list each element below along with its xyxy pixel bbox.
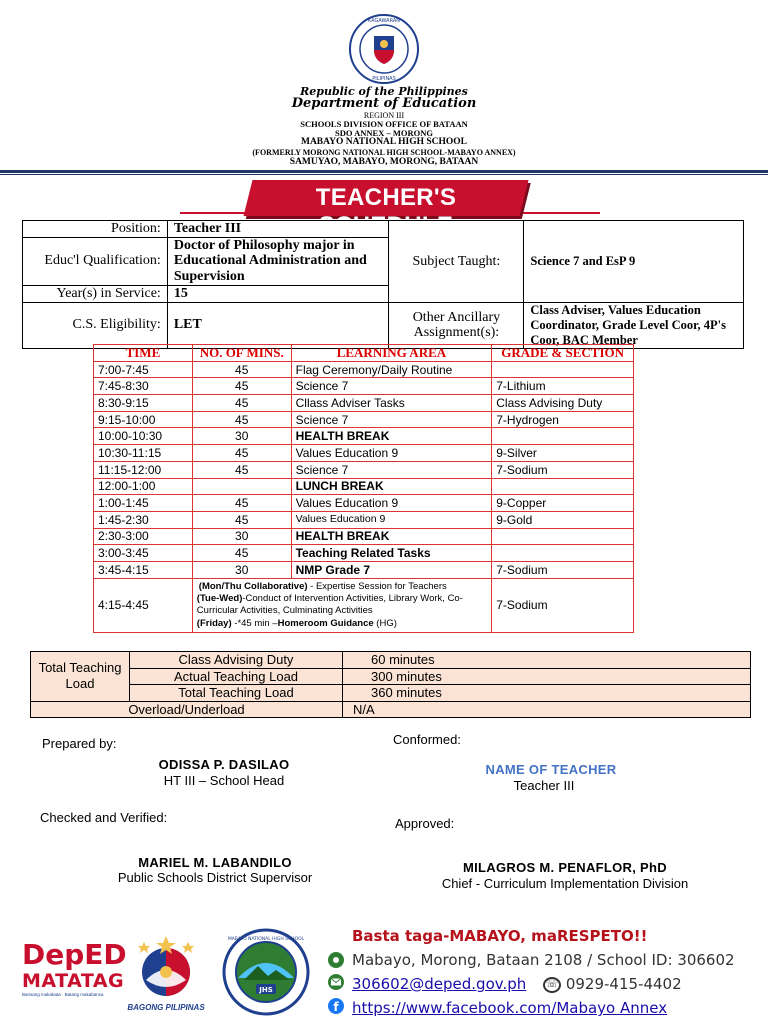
area-cell: Teaching Related Tasks: [291, 545, 492, 562]
facebook-icon: [328, 998, 344, 1014]
deped-wordmark: DepED: [22, 938, 127, 971]
approved-name: MILAGROS M. PENAFLOR, PhD: [463, 860, 667, 875]
svg-text:MABAYO NATIONAL HIGH SCHOOL: MABAYO NATIONAL HIGH SCHOOL: [227, 937, 305, 942]
mins-cell: 45: [192, 445, 291, 462]
time-cell: 1:00-1:45: [94, 495, 193, 512]
contact-icons: [326, 924, 348, 1024]
teacher-info-table: [22, 220, 744, 349]
load-value-2: 360 minutes: [343, 685, 751, 702]
grade-cell: [492, 361, 634, 378]
mins-cell: 45: [192, 461, 291, 478]
load-label-2: Total Teaching Load: [130, 685, 343, 702]
address-line: SAMUYAO, MABAYO, MORONG, BATAAN: [289, 157, 479, 167]
formerly-line: (FORMERLY MORONG NATIONAL HIGH SCHOOL-MABAYO ANNEX): [252, 148, 516, 157]
grade-cell: 7-Sodium: [492, 461, 634, 478]
load-label-1: Actual Teaching Load: [130, 668, 343, 685]
conformed-label: Conformed:: [393, 732, 461, 747]
time-cell: 1:45-2:30: [94, 511, 193, 528]
col-time: TIME: [94, 345, 193, 362]
email-icon: [328, 974, 344, 990]
time-cell: 11:15-12:00: [94, 461, 193, 478]
time-cell: 9:15-10:00: [94, 411, 193, 428]
schedule-row: [94, 411, 634, 428]
phone-number: 0929-415-4402: [565, 975, 682, 993]
matatag-wordmark: MATATAG: [22, 970, 125, 992]
location-icon: [328, 952, 344, 968]
bagong-pilipinas-emblem-icon: [124, 934, 208, 998]
teaching-load-table: [30, 651, 751, 718]
mins-cell: 30: [192, 528, 291, 545]
footer-contact: [352, 924, 735, 1020]
header-rule-thin: [0, 174, 768, 175]
mins-cell: [192, 478, 291, 495]
area-cell: Science 7: [291, 461, 492, 478]
schedule-row: [94, 461, 634, 478]
ancillary-value: Class Adviser, Values Education Coordinator, Grade Level Coor, 4P's Coor, BAC Member: [524, 302, 744, 348]
grade-cell: 7-Sodium: [492, 561, 634, 578]
school-name: MABAYO NATIONAL HIGH SCHOOL: [300, 137, 467, 147]
deped-seal: [349, 14, 419, 84]
school-address: Mabayo, Morong, Bataan 2108 / School ID: 306602: [352, 951, 735, 969]
mins-cell: 45: [192, 495, 291, 512]
load-value-1: 300 minutes: [343, 668, 751, 685]
slogan: Basta taga-MABAYO, maRESPETO!!: [352, 927, 648, 945]
col-mins: NO. OF MINS.: [192, 345, 291, 362]
load-label-0: Class Advising Duty: [130, 652, 343, 669]
schedule-row: [94, 378, 634, 395]
eligibility-value: LET: [167, 302, 389, 348]
republic-line: Republic of the Philippines: [300, 85, 468, 98]
time-cell: 2:30-3:00: [94, 528, 193, 545]
mins-cell: 45: [192, 545, 291, 562]
schedule-row: [94, 478, 634, 495]
time-cell: 3:45-4:15: [94, 561, 193, 578]
time-cell: 7:45-8:30: [94, 378, 193, 395]
years-value: 15: [167, 285, 389, 302]
bagong-pilipinas-logo: [124, 934, 208, 1014]
last-notes: (Mon/Thu Collaborative) - Expertise Session for Teachers (Tue-Wed)-Conduct of Intervention Activities, Library Work, Co-Curricular Activities, Culminating Activities (Friday) -*45 min –Homeroom Guidance (HG): [192, 578, 491, 632]
schedule-row: [94, 561, 634, 578]
time-cell: 7:00-7:45: [94, 361, 193, 378]
grade-cell: 7-Lithium: [492, 378, 634, 395]
time-cell: 3:00-3:45: [94, 545, 193, 562]
ancillary-label: Other Ancillary Assignment(s):: [389, 302, 524, 348]
position-label: Position:: [23, 221, 168, 238]
header-rule: [0, 170, 768, 173]
svg-text:f: f: [333, 1000, 339, 1014]
grade-cell: 9-Copper: [492, 495, 634, 512]
area-cell: Values Education 9: [291, 511, 492, 528]
time-cell: 10:30-11:15: [94, 445, 193, 462]
area-cell: NMP Grade 7: [291, 561, 492, 578]
col-grade: GRADE & SECTION: [492, 345, 634, 362]
mins-cell: 45: [192, 395, 291, 412]
area-cell: Values Education 9: [291, 495, 492, 512]
annex-line: SDO ANNEX – MORONG: [335, 128, 433, 138]
mins-cell: 45: [192, 411, 291, 428]
grade-cell: [492, 528, 634, 545]
mins-cell: 45: [192, 378, 291, 395]
area-cell: Science 7: [291, 411, 492, 428]
overload-label: Overload/Underload: [31, 701, 343, 718]
checked-label: Checked and Verified:: [40, 810, 168, 825]
division-line: SCHOOLS DIVISION OFFICE OF BATAAN: [300, 119, 468, 129]
checked-name: MARIEL M. LABANDILO: [138, 855, 292, 870]
schedule-row: [94, 511, 634, 528]
time-cell: 8:30-9:15: [94, 395, 193, 412]
mins-cell: 45: [192, 361, 291, 378]
total-load-label: Total Teaching Load: [31, 652, 130, 702]
grade-cell: 9-Gold: [492, 511, 634, 528]
checked-title: Public Schools District Supervisor: [117, 870, 313, 885]
mins-cell: 45: [192, 511, 291, 528]
prepared-title: HT III – School Head: [163, 773, 285, 788]
school-logo: [222, 928, 310, 1016]
bagong-pilipinas-text: BAGONG PILIPINAS: [127, 1003, 205, 1012]
grade-cell: 7-Hydrogen: [492, 411, 634, 428]
approved-title: Chief - Curriculum Implementation Division: [441, 876, 689, 891]
svg-text:KAGAWARAN: KAGAWARAN: [367, 18, 401, 24]
grade-cell: [492, 428, 634, 445]
years-label: Year(s) in Service:: [23, 285, 168, 302]
school-logo-label: JHS: [259, 986, 273, 994]
schedule-row: [94, 495, 634, 512]
subject-label: Subject Taught:: [389, 221, 524, 303]
area-cell: HEALTH BREAK: [291, 528, 492, 545]
grade-cell: [492, 545, 634, 562]
phone-icon: ☏: [543, 977, 561, 993]
subject-value: Science 7 and EsP 9: [524, 221, 744, 303]
schedule-row: [94, 428, 634, 445]
facebook-link[interactable]: https://www.facebook.com/Mabayo Annex: [352, 999, 668, 1017]
conformed-title: Teacher III: [513, 778, 575, 793]
region-line: REGION III: [363, 111, 405, 120]
prepared-label: Prepared by:: [42, 736, 117, 751]
area-cell: HEALTH BREAK: [291, 428, 492, 445]
eligibility-label: C.S. Eligibility:: [23, 302, 168, 348]
area-cell: Science 7: [291, 378, 492, 395]
schedule-row: [94, 545, 634, 562]
grade-cell: Class Advising Duty: [492, 395, 634, 412]
matatag-tagline: Bansang makabata · Batang makabansa: [22, 992, 104, 997]
prepared-name: ODISSA P. DASILAO: [158, 757, 290, 772]
area-cell: Flag Ceremony/Daily Routine: [291, 361, 492, 378]
area-cell: LUNCH BREAK: [291, 478, 492, 495]
position-value: Teacher III: [167, 221, 389, 238]
schedule-row: [94, 361, 634, 378]
education-label: Educ'l Qualification:: [23, 237, 168, 285]
last-grade: 7-Sodium: [492, 578, 634, 632]
last-time: 4:15-4:45: [94, 578, 193, 632]
email-link[interactable]: 306602@deped.gov.ph: [352, 975, 527, 993]
svg-text:PILIPINAS: PILIPINAS: [372, 76, 396, 82]
schedule-title: TEACHER'S SCHEDULE: [315, 184, 457, 239]
grade-cell: [492, 478, 634, 495]
schedule-row: [94, 528, 634, 545]
overload-value: N/A: [343, 701, 751, 718]
grade-cell: 9-Silver: [492, 445, 634, 462]
schedule-table: [93, 344, 634, 633]
approved-label: Approved:: [395, 816, 455, 831]
time-cell: 12:00-1:00: [94, 478, 193, 495]
time-cell: 10:00-10:30: [94, 428, 193, 445]
col-area: LEARNING AREA: [291, 345, 492, 362]
schedule-row: [94, 395, 634, 412]
area-cell: Values Education 9: [291, 445, 492, 462]
mins-cell: 30: [192, 561, 291, 578]
load-value-0: 60 minutes: [343, 652, 751, 669]
conformed-name: NAME OF TEACHER: [485, 762, 617, 777]
department-line: Department of Education: [291, 96, 477, 111]
education-value: Doctor of Philosophy major in Educational Administration and Supervision: [167, 237, 389, 285]
area-cell: Cllass Adviser Tasks: [291, 395, 492, 412]
schedule-row: [94, 445, 634, 462]
deped-matatag-logo: [22, 938, 127, 1012]
mins-cell: 30: [192, 428, 291, 445]
